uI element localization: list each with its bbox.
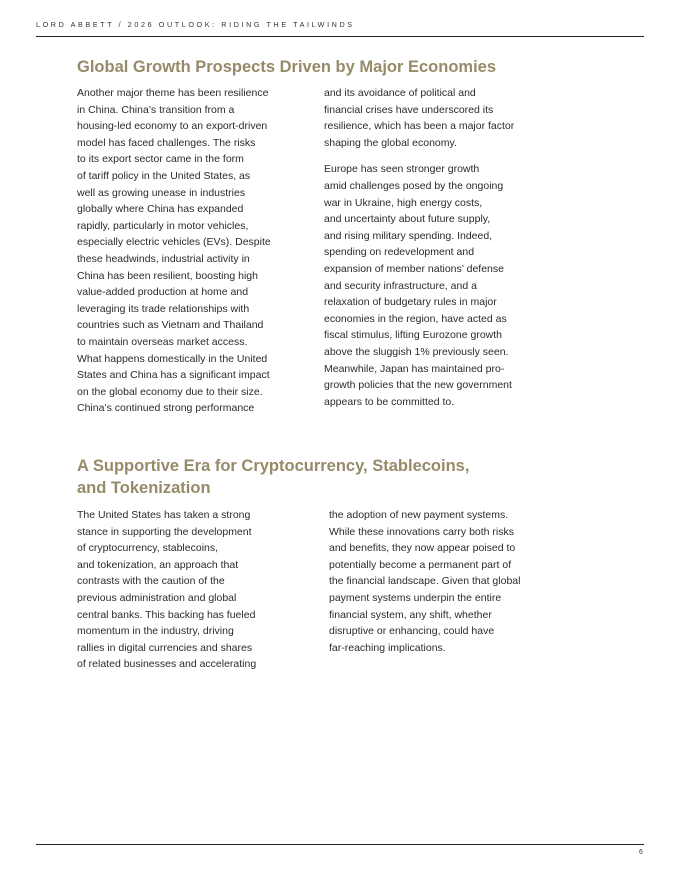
text-line: payment systems underpin the entire xyxy=(329,591,502,604)
text-line: Europe has seen stronger growth xyxy=(324,163,480,176)
text-line: countries such as Vietnam and Thailand xyxy=(77,319,264,332)
text-line: housing-led economy to an export-driven xyxy=(77,120,268,133)
text-line: financial system, any shift, whether xyxy=(329,608,492,621)
section-heading-line: and Tokenization xyxy=(77,479,211,497)
text-line: value-added production at home and xyxy=(77,286,249,299)
text-line: Meanwhile, Japan has maintained pro- xyxy=(324,362,505,375)
text-line: potentially become a permanent part of xyxy=(329,558,512,571)
running-header: LORD ABBETT / 2026 OUTLOOK: RIDING THE TAILWINDS xyxy=(36,20,355,29)
text-line: well as growing unease in industries xyxy=(77,186,246,199)
text-column-right xyxy=(329,507,520,656)
text-line: growth policies that the new government xyxy=(324,379,512,392)
text-line: the adoption of new payment systems. xyxy=(329,509,509,521)
text-line: on the global economy due to their size. xyxy=(77,385,263,398)
text-line: appears to be committed to. xyxy=(324,395,455,408)
text-line: of related businesses and accelerating xyxy=(77,658,257,671)
text-line: The United States has taken a strong xyxy=(77,509,251,521)
text-line: spending on redevelopment and xyxy=(324,246,475,259)
text-line: Another major theme has been resilience xyxy=(77,87,269,99)
text-line: While these innovations carry both risks xyxy=(329,525,514,538)
text-column-left xyxy=(77,85,271,417)
section-heading-line: A Supportive Era for Cryptocurrency, Stablecoins, xyxy=(77,457,470,475)
text-line: to its export sector came in the form xyxy=(77,153,244,166)
text-line: China has been resilient, boosting high xyxy=(77,269,258,282)
text-column-left xyxy=(77,507,256,673)
text-line: above the sluggish 1% previously seen. xyxy=(324,345,509,358)
text-line: rallies in digital currencies and shares xyxy=(77,641,253,654)
text-line: central banks. This backing has fueled xyxy=(77,608,256,621)
text-line: the financial landscape. Given that global xyxy=(329,575,521,588)
header-divider xyxy=(36,36,644,37)
text-line: and rising military spending. Indeed, xyxy=(324,229,493,242)
section-heading-line: Global Growth Prospects Driven by Major Economies xyxy=(77,58,497,76)
text-line: China’s continued strong performance xyxy=(77,402,255,415)
text-line: in China. China’s transition from a xyxy=(77,103,235,116)
text-line: relaxation of budgetary rules in major xyxy=(324,296,497,309)
text-line: rapidly, particularly in motor vehicles, xyxy=(77,219,249,232)
text-line: States and China has a significant impact xyxy=(77,369,270,382)
text-line: disruptive or enhancing, could have xyxy=(329,625,495,638)
text-line: of cryptocurrency, stablecoins, xyxy=(77,542,219,555)
text-line: model has faced challenges. The risks xyxy=(77,136,256,149)
text-line: war in Ukraine, high energy costs, xyxy=(324,196,483,209)
paragraph xyxy=(77,507,256,673)
section-heading xyxy=(77,56,496,78)
text-line: resilience, which has been a major factor xyxy=(324,120,515,133)
text-line: and security infrastructure, and a xyxy=(324,279,477,292)
paragraph xyxy=(324,85,514,151)
text-line: financial crises have underscored its xyxy=(324,103,494,116)
text-line: and its avoidance of political and xyxy=(324,87,476,99)
text-line: amid challenges posed by the ongoing xyxy=(324,179,504,192)
section-heading xyxy=(77,455,469,499)
text-line: economies in the region, have acted as xyxy=(324,312,507,325)
text-line: stance in supporting the development xyxy=(77,525,252,538)
text-line: far-reaching implications. xyxy=(329,641,446,654)
text-line: and uncertainty about future supply, xyxy=(324,213,491,226)
text-line: What happens domestically in the United xyxy=(77,352,268,365)
text-line: to maintain overseas market access. xyxy=(77,335,248,348)
paragraph xyxy=(324,161,514,410)
text-column-right xyxy=(324,85,514,410)
text-line: these headwinds, industrial activity in xyxy=(77,252,250,265)
text-line: expansion of member nations’ defense xyxy=(324,262,504,275)
page-number: 6 xyxy=(639,849,643,856)
text-line: shaping the global economy. xyxy=(324,136,457,149)
text-line: especially electric vehicles (EVs). Despite xyxy=(77,236,271,249)
text-line: and tokenization, an approach that xyxy=(77,558,239,571)
text-line: leveraging its trade relationships with xyxy=(77,302,250,315)
paragraph xyxy=(329,507,520,656)
text-line: globally where China has expanded xyxy=(77,203,244,216)
text-line: of tariff policy in the United States, as xyxy=(77,169,251,182)
text-line: momentum in the industry, driving xyxy=(77,625,234,638)
text-line: previous administration and global xyxy=(77,591,237,604)
paragraph xyxy=(77,85,271,417)
text-line: and benefits, they now appear poised to xyxy=(329,542,516,555)
footer-divider xyxy=(36,844,644,845)
text-line: fiscal stimulus, lifting Eurozone growth xyxy=(324,329,502,342)
text-line: contrasts with the caution of the xyxy=(77,575,225,588)
